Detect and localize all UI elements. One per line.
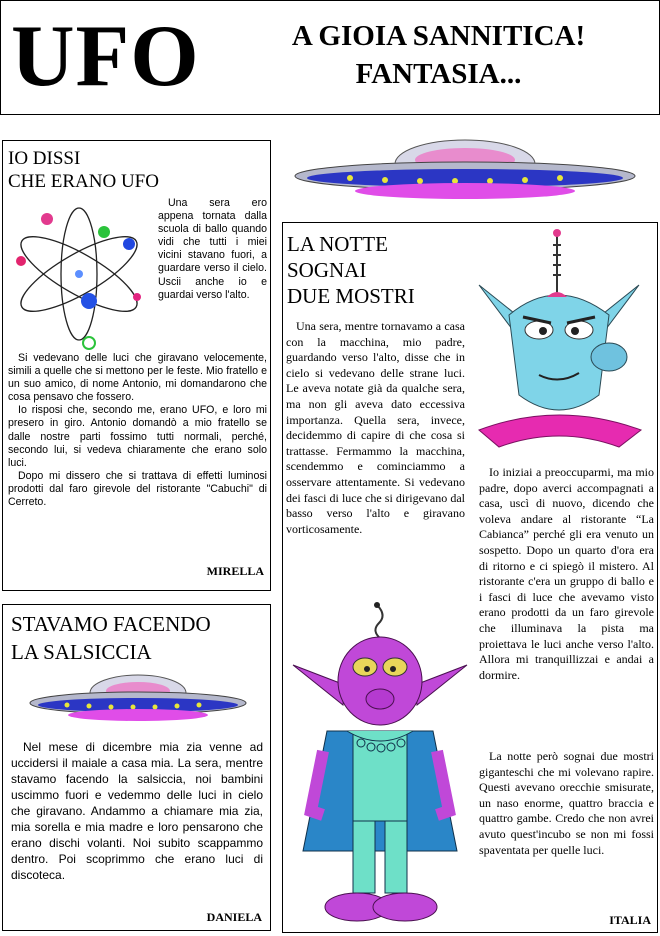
paragraph: Io risposi che, secondo me, erano UFO, e loro mi presero in giro. Antonio domandò a mio fratello se dalle nostre parti fossimo tutti normali, perché, secondo lui, si vedeva chiaramente che erano solo luci. bbox=[8, 404, 267, 469]
masthead bbox=[0, 0, 660, 115]
ufo-illustration bbox=[27, 671, 249, 727]
heading-line: DUE MOSTRI bbox=[287, 284, 415, 308]
title-line-1: A GIOIA SANNITICA! bbox=[291, 20, 586, 52]
heading-line: STAVAMO FACENDO bbox=[11, 612, 211, 636]
article-body: Nel mese di dicembre mia zia venne ad uccidersi il maiale a casa mia. La sera, mentre stavamo facendo la salsiccia, noi bambini uscimmo fuori e vedemmo delle luci in cielo che giravano. Andammo a chiamare mia zia, mia sorella e mia madre e loro pensarono che erano dischi volanti. Noi subito scappammo dentro. Poi scoprimmo che erano luci di discoteca. bbox=[11, 740, 263, 882]
signature: ITALIA bbox=[609, 913, 651, 927]
paragraph: Dopo mi dissero che si trattava di effetti luminosi prodotti dal faro girevole del ristorante "Cabuchi" di Cerreto. bbox=[8, 469, 267, 509]
title-line-2: FANTASIA... bbox=[355, 58, 522, 90]
heading-line: LA NOTTE bbox=[287, 232, 388, 256]
paragraph: Si vedevano delle luci che giravano velocemente, simili a quelle che si mettono per le feste. Mio fratello e un suo amico, di nome Antonio, mi domandarono che cosa pensavo che fossero. bbox=[8, 352, 267, 404]
heading-line: CHE ERANO UFO bbox=[8, 171, 159, 192]
article-ufo bbox=[2, 140, 271, 591]
article-intro: Una sera ero appena tornata dalla scuola di ballo quando vidi che tutti i miei vicini stavano fuori, a guardare verso il cielo. Uscii anche io e guardai verso l'alto. bbox=[158, 197, 267, 301]
article-heading bbox=[11, 610, 211, 666]
heading-line: IO DISSI bbox=[8, 148, 81, 169]
article-mostri bbox=[282, 222, 658, 933]
paragraph: La notte però sognai due mostri giganteschi che mi volevano rapire. Questi avevano orecchie smisurate, un naso enorme, quattro braccia e quattro gambe. Credo che non avrei avuto quest'incubo se non mi fossi spaventata per quelle luci. bbox=[479, 749, 654, 857]
atom-illustration bbox=[9, 199, 149, 349]
article-salsiccia bbox=[2, 604, 271, 931]
article-body bbox=[8, 352, 267, 509]
signature: DANIELA bbox=[206, 910, 262, 924]
blue-alien-illustration bbox=[469, 225, 649, 453]
article-heading bbox=[287, 231, 415, 309]
heading-line: LA SALSICCIA bbox=[11, 640, 152, 664]
article-heading bbox=[8, 147, 159, 193]
paragraph: Io iniziai a preoccuparmi, ma mio padre, dopo averci accompagnati a casa, uscì di nuovo, dicendo che voleva andare al ristorante “La Cabianca” perché gli era venuto un sospetto. Dopo un quarto d'ora era di ritorno e ci spiegò il mistero. Al ristorante c'era un gruppo di ballo e i fasci di luce che avevamo visto erano prodotti da un faro girevole che illuminava la pista ma proiettava le luci anche verso l'alto. Allora mi tranquillizzai e andai a dormire. bbox=[479, 465, 654, 682]
signature: MIRELLA bbox=[206, 564, 264, 578]
ufo-illustration bbox=[290, 136, 640, 206]
heading-line: SOGNAI bbox=[287, 258, 367, 282]
paragraph: Una sera, mentre tornavamo a casa con la macchina, mio padre, guardando verso l'alto, disse che in cielo si vedevano delle strane luci. Le aveva notate già da qualche sera, ma non gli aveva dato eccessiva importanza. Quella sera, invece, decidemmo di capire di che cosa si trattasse. Fermammo la macchina, scendemmo e cominciammo a osservare attentamente. Si vedevano dei fasci di luce che si dirigevano dal basso verso l'alto e giravano vorticosamente. bbox=[286, 319, 465, 536]
masthead-title bbox=[236, 17, 641, 93]
logo: UFO bbox=[11, 8, 200, 105]
purple-alien-illustration bbox=[287, 601, 473, 929]
